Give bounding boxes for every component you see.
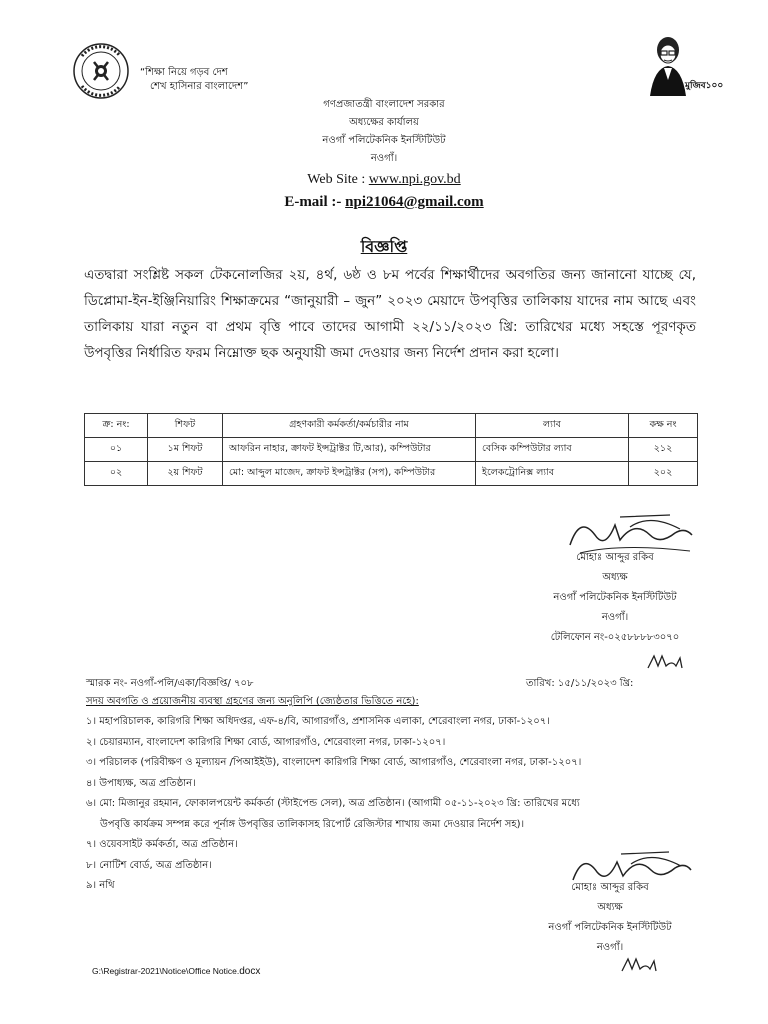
signatory-name: মোহাঃ আব্দুর রকিব xyxy=(576,552,654,563)
table-header-row xyxy=(85,414,698,438)
email-label: E-mail :- xyxy=(284,194,342,210)
office-header xyxy=(0,96,768,168)
col-header-lab: ল্যাব xyxy=(476,414,629,438)
list-item: ৬। মো: মিজানুর রহমান, ফোকালপয়েন্ট কর্মকর্তা (স্টাইপেন্ড সেল), অত্র প্রতিষ্ঠান। (আগামী ০৫-১১-২০২৩ খ্রি: তারিখের মধ্যে xyxy=(86,798,580,809)
col-header-room: কক্ষ নং xyxy=(629,414,698,438)
notice-body: এতদ্বারা সংশ্লিষ্ট সকল টেকনোলজির ২য়, ৪র্থ, ৬ষ্ঠ ও ৮ম পর্বের শিক্ষার্থীদের অবগতির জন্য জানানো যাচ্ছে যে, ডিপ্লোমা-ইন-ইঞ্জিনিয়ারিং শিক্ষাক্রমের “জানুয়ারী – জুন” ২০২৩ মেয়াদে উপবৃত্তির তালিকায় যাদের নাম আছে এবং তালিকায় যারা নতুন বা প্রথম বৃত্তি পাবে তাদের আগামী ২২/১১/২০২৩ খ্রি: তারিখের মধ্যে সহস্তে পূরণকৃত উপবৃত্তির নির্ধারিত ফরম নিম্নোক্ত ছক অনুযায়ী জমা দেওয়ার জন্য নির্দেশ প্রদান করা হলো। xyxy=(84,267,696,361)
list-item: ১। মহাপরিচালক, কারিগরি শিক্ষা অধিদপ্তর, এফ-৪/বি, আগারগাঁও, প্রশাসনিক এলাকা, শেরেবাংলা নগর, ঢাকা-১২০৭। xyxy=(86,716,550,727)
shift-table xyxy=(84,413,698,486)
header-line-1: গণপ্রজাতন্ত্রী বাংলাদেশ সরকার xyxy=(323,99,445,110)
signatory-designation: অধ্যক্ষ xyxy=(597,902,623,913)
cell-lab: বেসিক কম্পিউটার ল্যাব xyxy=(476,438,629,462)
memo-date: তারিখ: ১৫/১১/২০২৩ খ্রি: xyxy=(526,678,634,689)
cell-room: ২০২ xyxy=(629,462,698,486)
col-header-serial: ক্র: নং: xyxy=(85,414,148,438)
list-item: ৮। নোটিশ বোর্ড, অত্র প্রতিষ্ঠান। xyxy=(86,859,212,871)
cell-receiver: আফরিন নাহার, ক্রাফট ইন্সট্রাক্টর টি,আর), কম্পিউটার xyxy=(223,438,476,462)
signature-block-2 xyxy=(520,878,700,958)
cell-room: ২১২ xyxy=(629,438,698,462)
file-path: G:\Registrar-2021\Notice\Office Notice. xyxy=(92,966,240,976)
initial-mark-1 xyxy=(646,652,696,672)
signature-block-1 xyxy=(530,548,700,648)
email-line xyxy=(0,194,768,211)
signatory-place: নওগাঁ। xyxy=(596,942,624,953)
signatory-designation: অধ্যক্ষ xyxy=(602,572,628,583)
slogan-line-1: “শিক্ষা নিয়ে গড়ব দেশ xyxy=(140,67,228,78)
institute-logo xyxy=(72,42,130,100)
cell-shift: ২য় শিফট xyxy=(148,462,223,486)
header-line-4: নওগাঁ। xyxy=(370,153,398,164)
website-link[interactable]: www.npi.gov.bd xyxy=(368,172,461,187)
list-item: ৪। উপাধ্যক্ষ, অত্র প্রতিষ্ঠান। xyxy=(86,777,196,789)
copy-heading: সদয় অবগতি ও প্রয়োজনীয় ব্যবস্থা গ্রহণের জন্য অনুলিপি (জ্যেষ্ঠতার ভিত্তিতে নহে): xyxy=(86,696,419,707)
notice-title: বিজ্ঞপ্তি xyxy=(360,237,408,256)
cell-serial: ০১ xyxy=(85,438,148,462)
signatory-institute: নওগাঁ পলিটেকনিক ইনস্টিটিউট xyxy=(553,592,677,603)
signatory-institute: নওগাঁ পলিটেকনিক ইনস্টিটিউট xyxy=(548,922,672,933)
header-line-2: অধ্যক্ষের কার্যালয় xyxy=(349,117,419,128)
memo-reference: স্মারক নং- নওগাঁ-পলি/একা/বিজ্ঞপ্তি/ ৭০৮ xyxy=(86,678,254,689)
list-item: ৩। পরিচালক (পরিবীক্ষণ ও মূল্যায়ন /পিআইইউ), বাংলাদেশ কারিগরি শিক্ষা বোর্ড, আগারগাঁও, শেরেবাংলা নগর, ঢাকা-১২০৭। xyxy=(86,757,582,768)
signatory-place: নওগাঁ। xyxy=(601,612,629,623)
col-header-shift: শিফট xyxy=(148,414,223,438)
file-extension: docx xyxy=(239,966,261,977)
mujib-100-badge: মুজিব১০০ xyxy=(685,81,724,91)
signatory-phone: টেলিফোন নং-০২৫৮৮৮৮৩০৭০ xyxy=(550,632,680,643)
slogan-line-2: শেখ হাসিনার বাংলাদেশ” xyxy=(150,81,249,92)
list-item: ৭। ওয়েবসাইট কর্মকর্তা, অত্র প্রতিষ্ঠান। xyxy=(86,839,238,850)
cell-receiver: মো: আব্দুল মাজেদ, ক্রাফট ইন্সট্রাক্টর (সপ), কম্পিউটার xyxy=(223,462,476,486)
website-label: Web Site : xyxy=(307,172,366,187)
signatory-name: মোহাঃ আব্দুর রকিব xyxy=(571,882,649,893)
cell-serial: ০২ xyxy=(85,462,148,486)
website-line xyxy=(0,172,768,188)
list-item: ২। চেয়ারম্যান, বাংলাদেশ কারিগরি শিক্ষা বোর্ড, আগারগাঁও, শেরেবাংলা নগর, ঢাকা-১২০৭। xyxy=(86,736,446,748)
cell-shift: ১ম শিফট xyxy=(148,438,223,462)
file-path-footer xyxy=(92,966,260,977)
list-item: উপবৃত্তি কার্যক্রম সম্পন্ন করে পূর্নাঙ্গ উপবৃত্তির তালিকাসহ রিপোর্ট রেজিস্টার শাখায় জমা দেওয়ার নির্দেশ সহ)। xyxy=(100,818,525,830)
table-row xyxy=(85,438,698,462)
slogan xyxy=(140,66,248,94)
col-header-receiver: গ্রহণকারী কর্মকর্তা/কর্মচারীর নাম xyxy=(223,414,476,438)
table-row xyxy=(85,462,698,486)
email-link[interactable]: npi21064@gmail.com xyxy=(345,194,484,210)
list-item: ৯। নথি xyxy=(86,880,115,891)
cell-lab: ইলেকট্রোনিক্স ল্যাব xyxy=(476,462,629,486)
initial-mark-2 xyxy=(620,955,670,975)
header-line-3: নওগাঁ পলিটেকনিক ইনস্টিটিউট xyxy=(322,135,446,146)
